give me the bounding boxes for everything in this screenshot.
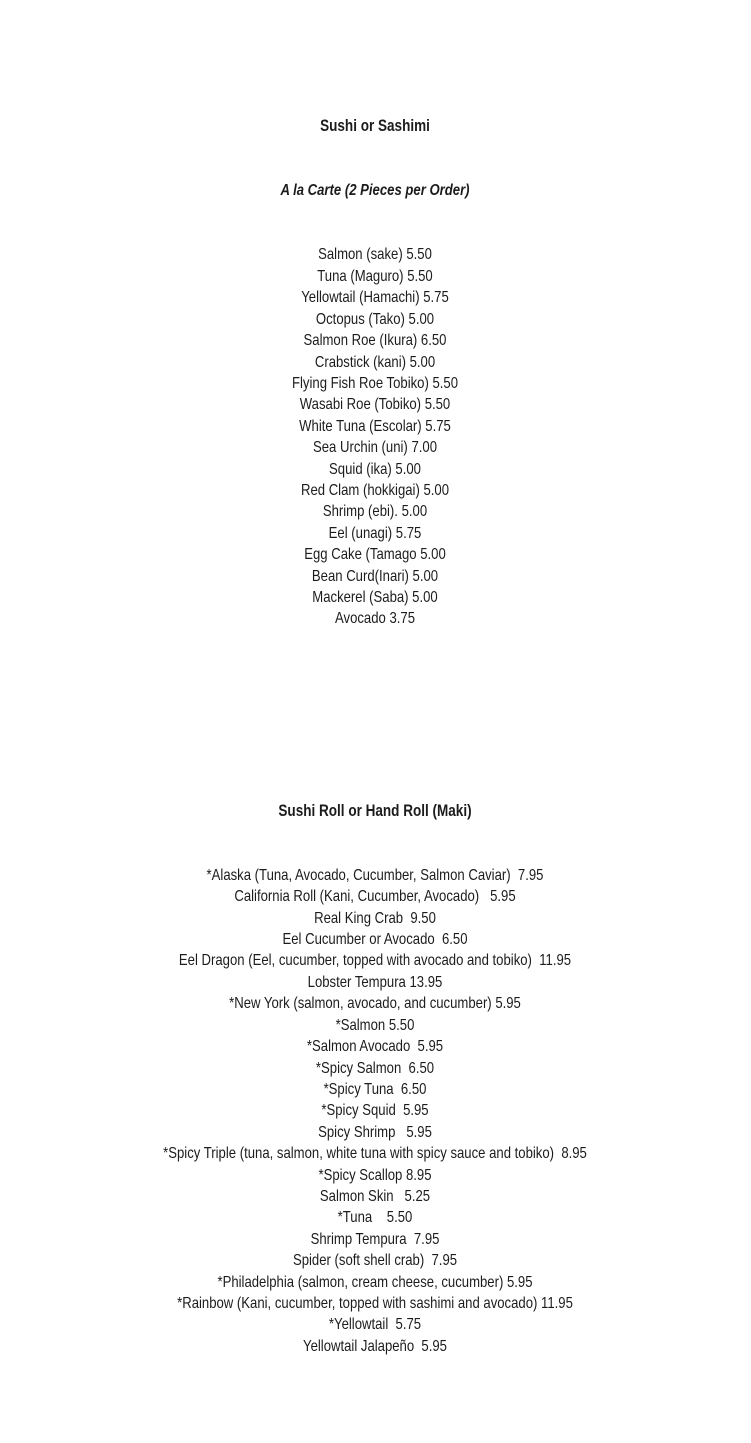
menu-item: Salmon Skin 5.25	[319, 1187, 431, 1205]
menu-item: *Salmon Avocado 5.95	[306, 1038, 444, 1056]
menu-item: *New York (salmon, avocado, and cucumber) 5.95	[229, 995, 521, 1013]
menu-item: *Spicy Tuna 6.50	[323, 1080, 427, 1098]
menu-item: White Tuna (Escolar) 5.75	[299, 417, 451, 435]
section-sushi-roll-or-hand-roll	[0, 758, 751, 1400]
menu-item: Crabstick (kani) 5.00	[314, 353, 436, 371]
menu-item: Red Clam (hokkigai) 5.00	[300, 481, 450, 499]
menu-item: Wasabi Roe (Tobiko) 5.50	[299, 396, 451, 414]
menu-item: California Roll (Kani, Cucumber, Avocado) 5.95	[234, 888, 516, 906]
menu-item: Squid (ika) 5.00	[329, 460, 421, 478]
menu-item: Lobster Tempura 13.95	[307, 973, 443, 991]
menu-item: Octopus (Tako) 5.00	[315, 310, 435, 328]
menu-item: Salmon Roe (Ikura) 6.50	[303, 332, 447, 350]
menu-item: *Salmon 5.50	[335, 1016, 415, 1034]
menu-item: *Spicy Squid 5.95	[321, 1102, 429, 1120]
menu-item: *Tuna 5.50	[337, 1209, 413, 1227]
menu-item: *Yellowtail 5.75	[328, 1316, 422, 1334]
menu-item: *Rainbow (Kani, cucumber, topped with sashimi and avocado) 11.95	[177, 1294, 573, 1312]
section-sushi-or-sashimi	[0, 73, 751, 672]
section-title: Sushi Roll or Hand Roll (Maki)	[278, 801, 472, 820]
menu-item: *Spicy Triple (tuna, salmon, white tuna with spicy sauce and tobiko) 8.95	[163, 1145, 587, 1163]
menu-item: *Alaska (Tuna, Avocado, Cucumber, Salmon Caviar) 7.95	[206, 866, 544, 884]
menu-item: Tuna (Maguro) 5.50	[317, 267, 433, 285]
section-subtitle: A la Carte (2 Pieces per Order)	[280, 182, 470, 200]
menu-item: Shrimp (ebi). 5.00	[322, 503, 428, 521]
section-items	[0, 244, 751, 629]
menu-item: Egg Cake (Tamago 5.00	[304, 546, 446, 564]
menu-item: Eel Dragon (Eel, cucumber, topped with avocado and tobiko) 11.95	[178, 952, 572, 970]
menu-item: Yellowtail (Hamachi) 5.75	[301, 289, 449, 307]
menu-item: Spicy Shrimp 5.95	[318, 1123, 432, 1141]
menu-item: *Spicy Scallop 8.95	[318, 1166, 432, 1184]
section-title: Sushi or Sashimi	[320, 117, 430, 136]
menu-item: Salmon (sake) 5.50	[318, 246, 432, 264]
menu-item: Flying Fish Roe Tobiko) 5.50	[291, 374, 459, 392]
menu-item: Mackerel (Saba) 5.00	[312, 588, 438, 606]
menu-item: Yellowtail Jalapeño 5.95	[303, 1337, 447, 1355]
menu-item: Spider (soft shell crab) 7.95	[292, 1252, 458, 1270]
section-items	[0, 865, 751, 1357]
menu-item: Eel Cucumber or Avocado 6.50	[282, 931, 468, 949]
menu-item: *Spicy Salmon 6.50	[315, 1059, 435, 1077]
menu-item: *Philadelphia (salmon, cream cheese, cucumber) 5.95	[217, 1273, 533, 1291]
menu-item: Sea Urchin (uni) 7.00	[313, 439, 437, 457]
menu-item: Real King Crab 9.50	[314, 909, 436, 927]
menu-item: Eel (unagi) 5.75	[328, 524, 422, 542]
menu-item: Avocado 3.75	[334, 610, 416, 628]
menu-item: Bean Curd(Inari) 5.00	[311, 567, 439, 585]
menu-item: Shrimp Tempura 7.95	[310, 1230, 440, 1248]
